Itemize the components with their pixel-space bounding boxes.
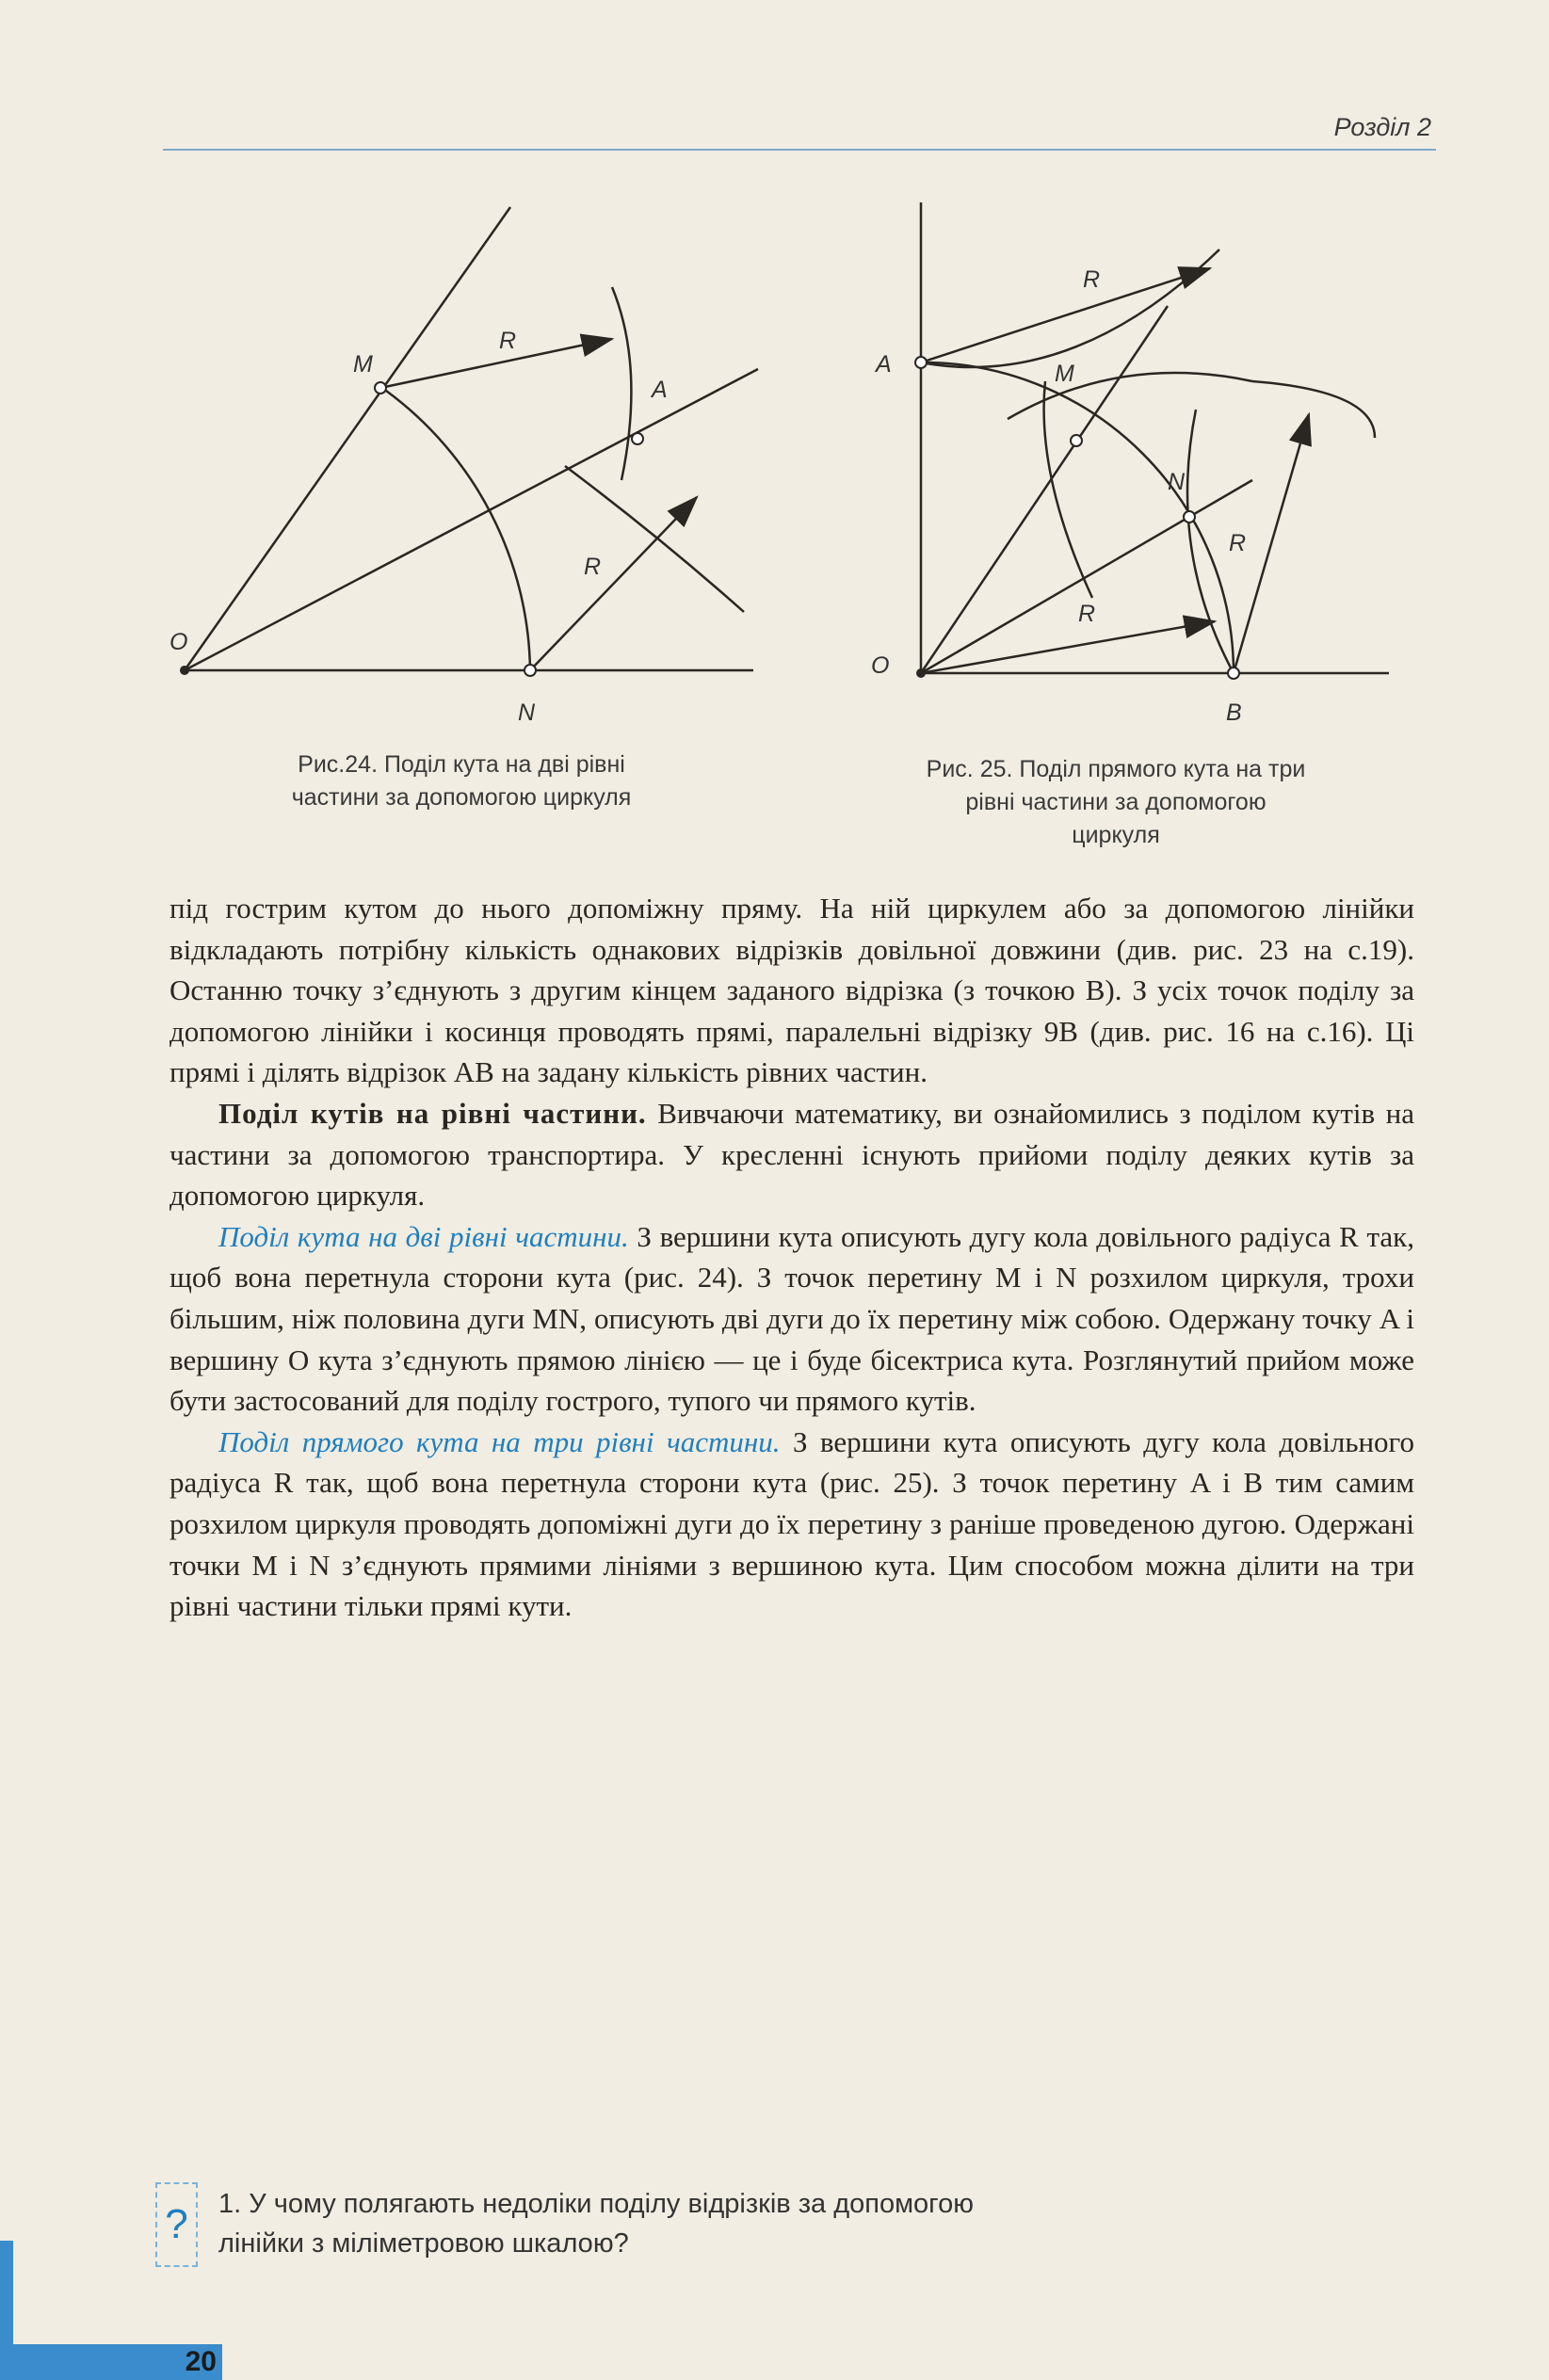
point-a — [915, 357, 927, 368]
subheading-bisect: Поділ кута на дві рівні частини. — [218, 1219, 629, 1253]
question-mark-icon: ? — [155, 2182, 198, 2267]
radius-r-m — [380, 339, 612, 388]
figure-24-bisect-angle — [169, 198, 772, 725]
label-o: O — [169, 629, 188, 655]
arc-aux-right — [1252, 381, 1375, 438]
label-r-bottom: R — [584, 554, 602, 580]
question-line: лінійки з міліметровою шкалою? — [218, 2228, 629, 2259]
section-title: Розділ 2 — [1333, 113, 1431, 141]
point-b — [1228, 667, 1239, 679]
point-n — [1184, 511, 1195, 523]
point-m — [375, 382, 386, 394]
label-r-top: R — [499, 328, 517, 354]
arc-from-m — [612, 287, 631, 480]
point-o — [916, 668, 926, 678]
label-r-top: R — [1083, 266, 1101, 293]
paragraph-trisect — [169, 1422, 1414, 1627]
arc-from-b — [1187, 410, 1234, 673]
radius-r-n — [530, 497, 697, 670]
paragraph-text: З вершини кута описують дугу кола довільного радіуса R так, щоб вона перетнула сторони кута (рис. 24). З точок перетину M і N розхилом циркуля, трохи більшим, ніж половина дуги MN, описують дві дуги до їх перетину між собою. Одержану точку A і вершину O кута з’єднують прямою лінією — це і буде бісектриса кута. Розглянутий прийом може бути застосований для поділу гострого, тупого чи прямого кутів. — [169, 1219, 1414, 1418]
label-b: B — [1226, 700, 1242, 726]
point-o — [180, 666, 189, 675]
label-a: A — [876, 351, 892, 378]
point-n — [524, 665, 536, 676]
heading-angle-division: Поділ кутів на рівні частини. — [218, 1096, 647, 1130]
radius-r-a — [921, 268, 1210, 362]
subheading-trisect: Поділ прямого кута на три рівні частини. — [218, 1424, 781, 1458]
point-m — [1071, 435, 1082, 446]
point-a — [632, 433, 643, 444]
caption-line: частини за допомогою циркуля — [291, 784, 632, 811]
label-o: O — [871, 652, 890, 679]
arc-from-n — [565, 466, 744, 612]
review-question — [218, 2184, 1433, 2263]
caption-line: Рис.24. Поділ кута на дві рівні — [298, 751, 625, 778]
label-m: M — [1055, 361, 1074, 387]
figure-25-trisect-right-angle — [857, 193, 1441, 730]
label-m: M — [353, 351, 373, 378]
arc-aux-left — [1044, 381, 1092, 598]
header-rule — [163, 149, 1436, 151]
question-line: 1. У чому полягають недоліки поділу відрізків за допомогою — [218, 2189, 974, 2219]
ray-om — [921, 306, 1168, 673]
page-number: 20 — [0, 2344, 222, 2380]
label-n: N — [1168, 469, 1186, 495]
body-text — [169, 888, 1414, 1627]
figure-25-caption — [796, 753, 1436, 852]
caption-line: Рис. 25. Поділ прямого кута на три — [926, 756, 1306, 782]
label-r-bottom: R — [1078, 601, 1096, 627]
figure-24-caption — [160, 748, 763, 814]
label-n: N — [518, 700, 536, 725]
arc-mn — [386, 391, 530, 670]
paragraph-text: З вершини кута описують дугу кола довільного радіуса R так, щоб вона перетнула сторони кута (рис. 25). З точок перетину A і B тим самим розхилом циркуля проводять допоміжні дуги до їх перетину з раніше проведеною дугою. Одержані точки M і N з’єднують прямими лініями з вершиною кута. Цим способом можна ділити на три рівні частини тільки прямі кути. — [169, 1424, 1414, 1623]
label-r-right: R — [1229, 530, 1247, 556]
caption-line: рівні частини за допомогою — [965, 789, 1267, 815]
caption-line: циркуля — [1072, 822, 1160, 848]
bisector-oa — [185, 369, 758, 670]
arc-from-a — [921, 249, 1219, 367]
label-a: A — [652, 377, 668, 403]
side-om — [185, 207, 510, 670]
paragraph-text: Вивчаючи математику, ви ознайомились з поділом кутів на частини за допомогою транспортира. У кресленні існують прийоми поділу деяких кутів за допомогою циркуля. — [169, 1096, 1414, 1213]
paragraph-angle-division — [169, 1093, 1414, 1216]
paragraph-bisect — [169, 1216, 1414, 1422]
paragraph-continuation: під гострим кутом до нього допоміжну пряму. На ній циркулем або за допомогою лінійки відкладають потрібну кількість однакових відрізків довільної довжини (див. рис. 23 на с.19). Останню точку з’єднують з другим кінцем заданого відрізка (з точкою B). З усіх точок поділу за допомогою лінійки і косинця проводять прямі, паралельні відрізку 9B (див. рис. 16 на с.16). Ці прямі і ділять відрізок AB на задану кількість рівних частин. — [169, 892, 1414, 1089]
